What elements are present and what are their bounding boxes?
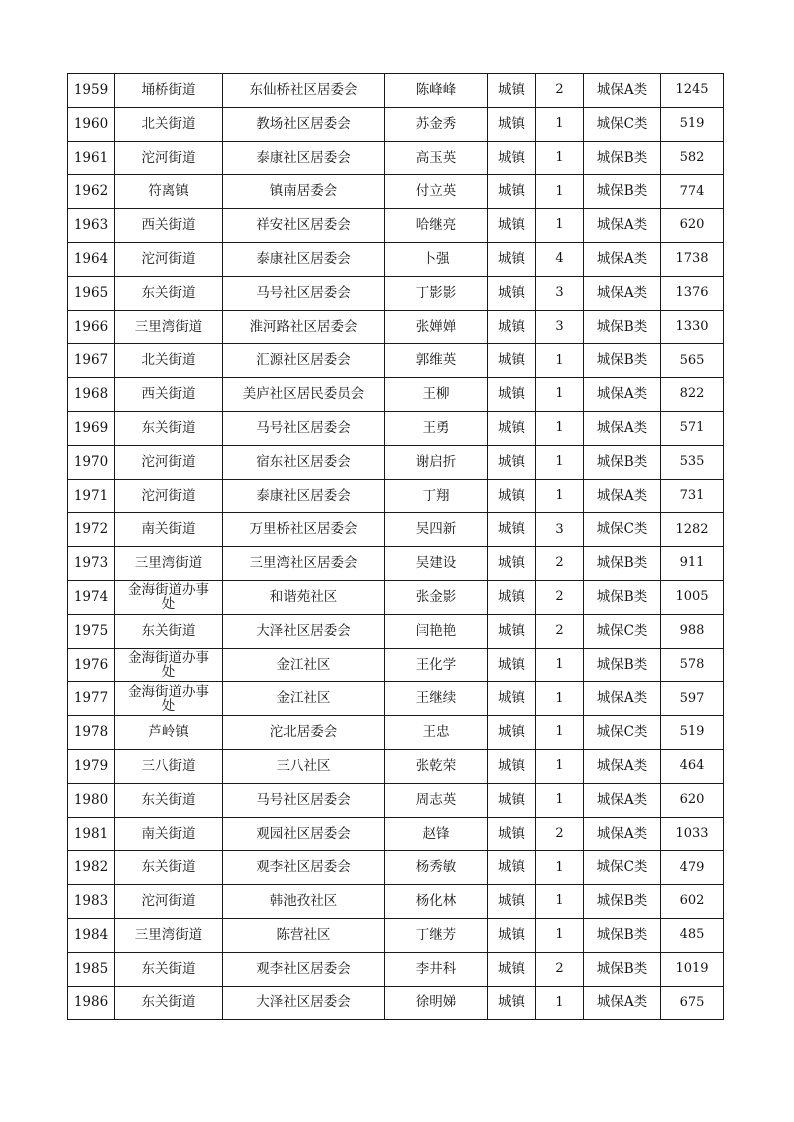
cell-category: 城保A类	[584, 479, 661, 513]
cell-id: 1982	[68, 851, 115, 885]
cell-community: 陈营社区	[223, 918, 385, 952]
cell-count: 1	[536, 479, 584, 513]
cell-community: 泰康社区居委会	[223, 242, 385, 276]
cell-amount: 602	[661, 885, 724, 919]
cell-area: 城镇	[488, 479, 536, 513]
cell-count: 1	[536, 445, 584, 479]
cell-community: 东仙桥社区居委会	[223, 74, 385, 108]
cell-amount: 822	[661, 378, 724, 412]
cell-id: 1972	[68, 513, 115, 547]
cell-name: 高玉英	[385, 141, 488, 175]
table-row	[68, 74, 724, 108]
cell-street: 沱河街道	[115, 445, 223, 479]
cell-amount: 535	[661, 445, 724, 479]
cell-id: 1978	[68, 716, 115, 750]
cell-id: 1967	[68, 344, 115, 378]
cell-amount: 597	[661, 682, 724, 716]
cell-count: 1	[536, 648, 584, 682]
cell-name: 王化学	[385, 648, 488, 682]
cell-id: 1985	[68, 952, 115, 986]
cell-name: 丁继芳	[385, 918, 488, 952]
cell-area: 城镇	[488, 851, 536, 885]
cell-id: 1973	[68, 547, 115, 581]
table-row	[68, 344, 724, 378]
cell-id: 1966	[68, 310, 115, 344]
cell-amount: 620	[661, 783, 724, 817]
cell-street: 芦岭镇	[115, 716, 223, 750]
cell-count: 2	[536, 817, 584, 851]
cell-area: 城镇	[488, 783, 536, 817]
cell-amount: 1376	[661, 276, 724, 310]
cell-community: 和谐苑社区	[223, 580, 385, 614]
cell-id: 1975	[68, 614, 115, 648]
table-row	[68, 885, 724, 919]
cell-community: 马号社区居委会	[223, 411, 385, 445]
cell-category: 城保A类	[584, 209, 661, 243]
cell-community: 大泽社区居委会	[223, 614, 385, 648]
cell-street: 东关街道	[115, 614, 223, 648]
cell-amount: 519	[661, 107, 724, 141]
cell-count: 1	[536, 411, 584, 445]
cell-street: 东关街道	[115, 276, 223, 310]
table-row	[68, 209, 724, 243]
cell-count: 2	[536, 614, 584, 648]
cell-count: 1	[536, 378, 584, 412]
cell-street: 三里湾街道	[115, 547, 223, 581]
cell-community: 金江社区	[223, 682, 385, 716]
cell-category: 城保A类	[584, 783, 661, 817]
cell-area: 城镇	[488, 378, 536, 412]
cell-name: 王勇	[385, 411, 488, 445]
cell-category: 城保B类	[584, 580, 661, 614]
cell-community: 宿东社区居委会	[223, 445, 385, 479]
cell-street: 东关街道	[115, 986, 223, 1020]
cell-street: 南关街道	[115, 817, 223, 851]
cell-name: 杨秀敏	[385, 851, 488, 885]
cell-name: 闫艳艳	[385, 614, 488, 648]
cell-area: 城镇	[488, 310, 536, 344]
cell-community: 镇南居委会	[223, 175, 385, 209]
cell-street: 西关街道	[115, 209, 223, 243]
cell-category: 城保B类	[584, 918, 661, 952]
table-row	[68, 378, 724, 412]
table-row	[68, 547, 724, 581]
table-row	[68, 411, 724, 445]
cell-count: 2	[536, 952, 584, 986]
cell-community: 泰康社区居委会	[223, 479, 385, 513]
table-row	[68, 783, 724, 817]
cell-street: 沱河街道	[115, 141, 223, 175]
cell-area: 城镇	[488, 547, 536, 581]
cell-name: 吴建设	[385, 547, 488, 581]
cell-area: 城镇	[488, 411, 536, 445]
table-row	[68, 242, 724, 276]
cell-category: 城保B类	[584, 547, 661, 581]
cell-id: 1965	[68, 276, 115, 310]
cell-name: 徐明娣	[385, 986, 488, 1020]
cell-count: 1	[536, 749, 584, 783]
cell-area: 城镇	[488, 242, 536, 276]
cell-name: 吴四新	[385, 513, 488, 547]
registry-table	[67, 73, 724, 1020]
cell-street: 沱河街道	[115, 242, 223, 276]
cell-count: 1	[536, 107, 584, 141]
cell-name: 张金影	[385, 580, 488, 614]
cell-category: 城保A类	[584, 986, 661, 1020]
cell-street: 三里湾街道	[115, 310, 223, 344]
cell-name: 付立英	[385, 175, 488, 209]
table-row	[68, 276, 724, 310]
cell-street: 沱河街道	[115, 885, 223, 919]
cell-name: 丁翔	[385, 479, 488, 513]
cell-community: 万里桥社区居委会	[223, 513, 385, 547]
cell-amount: 1330	[661, 310, 724, 344]
cell-area: 城镇	[488, 344, 536, 378]
table-row	[68, 580, 724, 614]
cell-category: 城保B类	[584, 344, 661, 378]
cell-name: 谢启折	[385, 445, 488, 479]
cell-id: 1964	[68, 242, 115, 276]
cell-category: 城保A类	[584, 749, 661, 783]
cell-count: 1	[536, 141, 584, 175]
table-row	[68, 513, 724, 547]
cell-amount: 578	[661, 648, 724, 682]
cell-id: 1974	[68, 580, 115, 614]
cell-street: 东关街道	[115, 851, 223, 885]
cell-count: 1	[536, 716, 584, 750]
cell-amount: 1005	[661, 580, 724, 614]
cell-area: 城镇	[488, 209, 536, 243]
table-row	[68, 851, 724, 885]
cell-count: 2	[536, 580, 584, 614]
cell-category: 城保C类	[584, 851, 661, 885]
cell-street: 南关街道	[115, 513, 223, 547]
cell-id: 1976	[68, 648, 115, 682]
cell-community: 教场社区居委会	[223, 107, 385, 141]
cell-id: 1970	[68, 445, 115, 479]
cell-category: 城保A类	[584, 411, 661, 445]
cell-amount: 1282	[661, 513, 724, 547]
cell-category: 城保A类	[584, 378, 661, 412]
cell-name: 哈继亮	[385, 209, 488, 243]
cell-community: 三里湾社区居委会	[223, 547, 385, 581]
cell-name: 陈峰峰	[385, 74, 488, 108]
cell-category: 城保B类	[584, 885, 661, 919]
cell-category: 城保B类	[584, 310, 661, 344]
cell-count: 2	[536, 547, 584, 581]
cell-street: 北关街道	[115, 107, 223, 141]
cell-category: 城保B类	[584, 648, 661, 682]
cell-area: 城镇	[488, 885, 536, 919]
cell-area: 城镇	[488, 648, 536, 682]
cell-area: 城镇	[488, 682, 536, 716]
cell-count: 4	[536, 242, 584, 276]
cell-area: 城镇	[488, 445, 536, 479]
cell-street: 金海街道办事处	[115, 648, 223, 682]
cell-street: 东关街道	[115, 783, 223, 817]
cell-area: 城镇	[488, 716, 536, 750]
table-row	[68, 817, 724, 851]
cell-area: 城镇	[488, 986, 536, 1020]
cell-category: 城保A类	[584, 74, 661, 108]
cell-id: 1969	[68, 411, 115, 445]
cell-area: 城镇	[488, 749, 536, 783]
cell-count: 1	[536, 209, 584, 243]
cell-category: 城保C类	[584, 513, 661, 547]
cell-name: 王忠	[385, 716, 488, 750]
cell-amount: 988	[661, 614, 724, 648]
cell-street: 东关街道	[115, 411, 223, 445]
cell-category: 城保A类	[584, 242, 661, 276]
cell-name: 王继续	[385, 682, 488, 716]
table-row	[68, 716, 724, 750]
cell-id: 1986	[68, 986, 115, 1020]
cell-area: 城镇	[488, 918, 536, 952]
table-row	[68, 682, 724, 716]
cell-category: 城保B类	[584, 141, 661, 175]
cell-count: 1	[536, 885, 584, 919]
cell-id: 1984	[68, 918, 115, 952]
cell-community: 金江社区	[223, 648, 385, 682]
cell-name: 苏金秀	[385, 107, 488, 141]
cell-id: 1961	[68, 141, 115, 175]
cell-id: 1977	[68, 682, 115, 716]
cell-area: 城镇	[488, 175, 536, 209]
cell-community: 观李社区居委会	[223, 851, 385, 885]
cell-amount: 620	[661, 209, 724, 243]
cell-amount: 464	[661, 749, 724, 783]
cell-community: 美庐社区居民委员会	[223, 378, 385, 412]
cell-amount: 519	[661, 716, 724, 750]
registry-table-body	[68, 74, 724, 1020]
cell-amount: 565	[661, 344, 724, 378]
cell-area: 城镇	[488, 141, 536, 175]
cell-street: 北关街道	[115, 344, 223, 378]
cell-id: 1963	[68, 209, 115, 243]
cell-amount: 1245	[661, 74, 724, 108]
cell-area: 城镇	[488, 276, 536, 310]
table-row	[68, 648, 724, 682]
cell-community: 沱北居委会	[223, 716, 385, 750]
cell-street: 西关街道	[115, 378, 223, 412]
table-row	[68, 479, 724, 513]
cell-count: 3	[536, 513, 584, 547]
cell-street: 符离镇	[115, 175, 223, 209]
cell-name: 丁影影	[385, 276, 488, 310]
cell-name: 王柳	[385, 378, 488, 412]
cell-category: 城保B类	[584, 175, 661, 209]
cell-community: 韩池孜社区	[223, 885, 385, 919]
cell-community: 大泽社区居委会	[223, 986, 385, 1020]
cell-amount: 1033	[661, 817, 724, 851]
cell-name: 卜强	[385, 242, 488, 276]
cell-amount: 911	[661, 547, 724, 581]
cell-area: 城镇	[488, 614, 536, 648]
cell-category: 城保A类	[584, 682, 661, 716]
cell-category: 城保C类	[584, 716, 661, 750]
cell-name: 周志英	[385, 783, 488, 817]
cell-count: 1	[536, 175, 584, 209]
cell-count: 1	[536, 918, 584, 952]
cell-count: 2	[536, 74, 584, 108]
cell-id: 1959	[68, 74, 115, 108]
cell-street: 金海街道办事处	[115, 580, 223, 614]
cell-amount: 582	[661, 141, 724, 175]
cell-id: 1983	[68, 885, 115, 919]
table-row	[68, 918, 724, 952]
cell-count: 3	[536, 276, 584, 310]
cell-area: 城镇	[488, 817, 536, 851]
cell-community: 马号社区居委会	[223, 276, 385, 310]
cell-street: 东关街道	[115, 952, 223, 986]
cell-amount: 1019	[661, 952, 724, 986]
cell-area: 城镇	[488, 513, 536, 547]
cell-id: 1960	[68, 107, 115, 141]
cell-area: 城镇	[488, 580, 536, 614]
cell-count: 1	[536, 783, 584, 817]
cell-community: 祥安社区居委会	[223, 209, 385, 243]
cell-amount: 731	[661, 479, 724, 513]
cell-amount: 1738	[661, 242, 724, 276]
cell-name: 李井科	[385, 952, 488, 986]
cell-name: 张婵婵	[385, 310, 488, 344]
table-row	[68, 107, 724, 141]
cell-id: 1968	[68, 378, 115, 412]
table-row	[68, 310, 724, 344]
cell-amount: 774	[661, 175, 724, 209]
cell-count: 1	[536, 344, 584, 378]
table-row	[68, 952, 724, 986]
cell-name: 赵锋	[385, 817, 488, 851]
cell-category: 城保B类	[584, 445, 661, 479]
cell-id: 1981	[68, 817, 115, 851]
cell-community: 汇源社区居委会	[223, 344, 385, 378]
cell-community: 泰康社区居委会	[223, 141, 385, 175]
cell-community: 观李社区居委会	[223, 952, 385, 986]
cell-street: 金海街道办事处	[115, 682, 223, 716]
table-row	[68, 175, 724, 209]
cell-name: 郭维英	[385, 344, 488, 378]
cell-area: 城镇	[488, 74, 536, 108]
cell-street: 埇桥街道	[115, 74, 223, 108]
cell-id: 1962	[68, 175, 115, 209]
table-row	[68, 141, 724, 175]
cell-id: 1971	[68, 479, 115, 513]
table-row	[68, 986, 724, 1020]
cell-name: 张乾荣	[385, 749, 488, 783]
table-row	[68, 749, 724, 783]
cell-count: 1	[536, 851, 584, 885]
cell-community: 三八社区	[223, 749, 385, 783]
cell-street: 三八街道	[115, 749, 223, 783]
cell-category: 城保B类	[584, 952, 661, 986]
cell-community: 淮河路社区居委会	[223, 310, 385, 344]
cell-community: 观园社区居委会	[223, 817, 385, 851]
cell-area: 城镇	[488, 107, 536, 141]
cell-category: 城保C类	[584, 614, 661, 648]
cell-name: 杨化林	[385, 885, 488, 919]
cell-amount: 571	[661, 411, 724, 445]
cell-category: 城保A类	[584, 817, 661, 851]
cell-count: 1	[536, 986, 584, 1020]
cell-street: 沱河街道	[115, 479, 223, 513]
cell-amount: 675	[661, 986, 724, 1020]
cell-id: 1979	[68, 749, 115, 783]
table-row	[68, 614, 724, 648]
cell-id: 1980	[68, 783, 115, 817]
cell-amount: 485	[661, 918, 724, 952]
cell-amount: 479	[661, 851, 724, 885]
cell-area: 城镇	[488, 952, 536, 986]
cell-count: 1	[536, 682, 584, 716]
cell-category: 城保C类	[584, 107, 661, 141]
cell-category: 城保A类	[584, 276, 661, 310]
cell-count: 3	[536, 310, 584, 344]
table-row	[68, 445, 724, 479]
cell-street: 三里湾街道	[115, 918, 223, 952]
cell-community: 马号社区居委会	[223, 783, 385, 817]
